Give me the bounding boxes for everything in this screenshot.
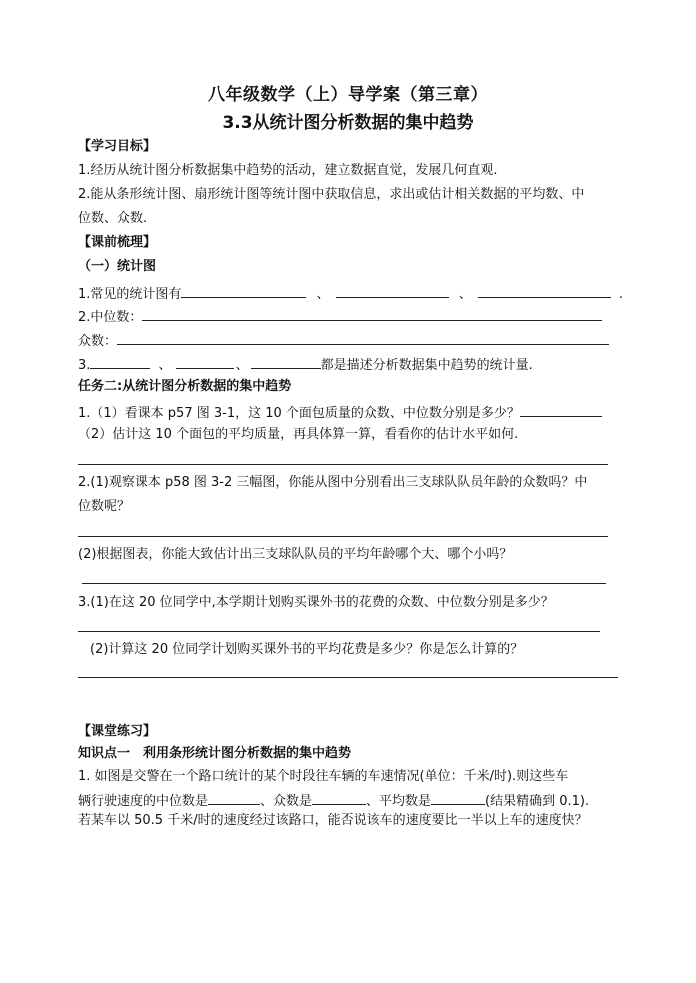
median-blank[interactable]	[142, 306, 602, 321]
mode-answer-blank[interactable]	[312, 790, 366, 805]
task2-q2-part1-line1: 2.(1)观察课本 p58 图 3-2 三幅图，你能从图中分别看出三支球队队员年龄的众数吗？中	[78, 475, 588, 490]
answer-line[interactable]	[78, 536, 608, 537]
practice-q1-line1: 1. 如图是交警在一个路口统计的某个时段往车辆的车速情况(单位：千米/时).则这些车	[78, 769, 569, 784]
task2-heading: 任务二:从统计图分析数据的集中趋势	[78, 379, 292, 394]
goals-heading: 【学习目标】	[78, 139, 157, 154]
answer-line[interactable]	[78, 464, 608, 465]
q1-separator-1: 、	[316, 287, 330, 302]
q3-blank-3[interactable]	[251, 354, 321, 369]
q1-end-dot: .	[618, 287, 623, 302]
q3-blank-1[interactable]	[90, 354, 150, 369]
task2-q1-text: 1.（1）看课本 p57 图 3-1，这 10 个面包质量的众数、中位数分别是多少？	[78, 406, 520, 421]
mean-prompt: 、平均数是	[366, 794, 432, 809]
q3-separator-1: 、	[158, 358, 172, 373]
preview-q2-median	[78, 306, 602, 327]
task2-q3-part1: 3.(1)在这 20 位同学中,本学期计划购买课外书的花费的众数、中位数分别是多少？	[78, 595, 554, 610]
q1-blank-2[interactable]	[336, 283, 449, 298]
task2-q3-part2: (2)计算这 20 位同学计划购买课外书的平均花费是多少？你是怎么计算的？	[90, 642, 524, 657]
q3-separator-2: 、	[235, 358, 249, 373]
preview-subheading: （一）统计图	[78, 259, 157, 274]
answer-line[interactable]	[82, 583, 606, 584]
answer-line[interactable]	[78, 631, 600, 632]
preview-q3	[78, 354, 533, 375]
practice-q1-line3: 若某车以 50.5 千米/时的速度经过该路口，能否说该车的速度要比一半以上车的速度快？	[78, 813, 588, 828]
practice-q1-line2	[78, 790, 589, 811]
mode-prompt: 、众数是	[260, 794, 313, 809]
mode-blank[interactable]	[117, 330, 609, 345]
practice-heading: 【课堂练习】	[78, 724, 157, 739]
q3-blank-2[interactable]	[176, 354, 234, 369]
task2-q2-part1-line2: 位数呢？	[78, 499, 131, 514]
median-label: 2.中位数：	[78, 310, 143, 325]
preview-q2-mode	[78, 330, 609, 351]
q1-blank-1[interactable]	[181, 283, 306, 298]
answer-line[interactable]	[78, 677, 618, 678]
q1-blank-3[interactable]	[478, 283, 611, 298]
goal-item-1: 1.经历从统计图分析数据集中趋势的活动，建立数据直觉，发展几何直观.	[78, 163, 498, 178]
task2-q1-blank[interactable]	[520, 402, 602, 417]
median-prompt: 辆行驶速度的中位数是	[78, 794, 209, 809]
preview-q1	[78, 283, 623, 304]
goal-item-2-line-1: 2.能从条形统计图、扇形统计图等统计图中获取信息，求出或估计相关数据的平均数、中	[78, 187, 585, 202]
q3-statement: 都是描述分析数据集中趋势的统计量.	[320, 358, 533, 373]
page-title: 八年级数学（上）导学案（第三章）	[208, 85, 488, 105]
q1-separator-2: 、	[458, 287, 472, 302]
q1-prompt: 1.常见的统计图有	[78, 287, 182, 302]
mode-label: 众数：	[78, 334, 118, 349]
knowledge-point-1: 知识点一 利用条形统计图分析数据的集中趋势	[78, 746, 352, 761]
goal-item-2-line-2: 位数、众数.	[78, 211, 148, 226]
lesson-title: 3.3从统计图分析数据的集中趋势	[222, 113, 474, 133]
q3-number: 3.	[78, 358, 91, 373]
task2-q2-part2: (2)根据图表，你能大致估计出三支球队队员的平均年龄哪个大、哪个小吗？	[78, 547, 513, 562]
preview-heading: 【课前梳理】	[78, 235, 157, 250]
mean-answer-blank[interactable]	[431, 790, 485, 805]
precision-note: (结果精确到 0.1).	[485, 794, 590, 809]
task2-q1-part2: （2）估计这 10 个面包的平均质量，再具体算一算，看看你的估计水平如何.	[78, 427, 519, 442]
task2-q1-part1	[78, 402, 602, 423]
median-answer-blank[interactable]	[208, 790, 260, 805]
